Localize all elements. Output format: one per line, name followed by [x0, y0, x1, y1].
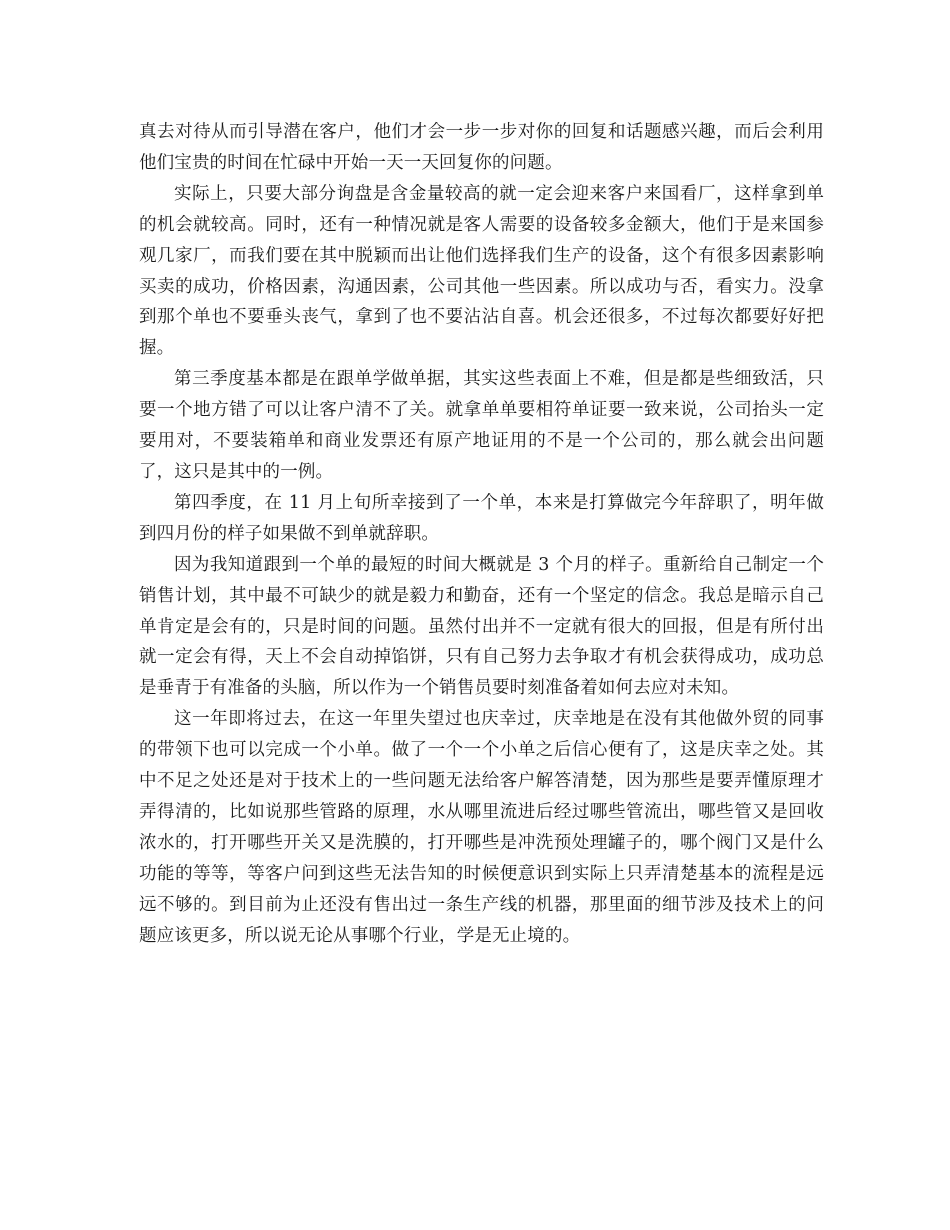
paragraph-1: 真去对待从而引导潜在客户，他们才会一步一步对你的回复和话题感兴趣，而后会利用他们宝贵的时间在忙碌中开始一天一天回复你的问题。 [139, 122, 824, 173]
document-body [139, 117, 824, 951]
paragraph-5: 因为我知道跟到一个单的最短的时间大概就是 3 个月的样子。重新给自己制定一个销售计划，其中最不可缺少的就是毅力和勤奋，还有一个坚定的信念。我总是暗示自己单肯定是会有的，只是时间的问题。虽然付出并不一定就有很大的回报，但是有所付出就一定会有得，天上不会自动掉馅饼，只有自己努力去争取才有机会获得成功，成功总是垂青于有准备的头脑，所以作为一个销售员要时刻准备着如何去应对未知。 [139, 554, 824, 699]
paragraph-2: 实际上，只要大部分询盘是含金量较高的就一定会迎来客户来国看厂，这样拿到单的机会就较高。同时，还有一种情况就是客人需要的设备较多金额大，他们于是来国参观几家厂，而我们要在其中脱颖而出让他们选择我们生产的设备，这个有很多因素影响买卖的成功，价格因素，沟通因素，公司其他一些因素。所以成功与否，看实力。没拿到那个单也不要垂头丧气，拿到了也不要沾沾自喜。机会还很多，不过每次都要好好把握。 [139, 183, 824, 359]
paragraph-6: 这一年即将过去，在这一年里失望过也庆幸过，庆幸地是在没有其他做外贸的同事的带领下也可以完成一个小单。做了一个一个小单之后信心便有了，这是庆幸之处。其中不足之处还是对于技术上的一些问题无法给客户解答清楚，因为那些是要弄懂原理才弄得清的，比如说那些管路的原理，水从哪里流进后经过哪些管流出，哪些管又是回收浓水的，打开哪些开关又是洗膜的，打开哪些是冲洗预处理罐子的，哪个阀门又是什么功能的等等，等客户问到这些无法告知的时候便意识到实际上只弄清楚基本的流程是远远不够的。到目前为止还没有售出过一条生产线的机器，那里面的细节涉及技术上的问题应该更多，所以说无论从事哪个行业，学是无止境的。 [139, 709, 824, 946]
paragraph-4: 第四季度，在 11 月上旬所幸接到了一个单，本来是打算做完今年辞职了，明年做到四月份的样子如果做不到单就辞职。 [139, 492, 824, 544]
paragraph-3: 第三季度基本都是在跟单学做单据，其实这些表面上不难，但是都是些细致活，只要一个地方错了可以让客户清不了关。就拿单单要相符单证要一致来说，公司抬头一定要用对，不要装箱单和商业发票还有原产地证用的不是一个公司的，那么就会出问题了，这只是其中的一例。 [139, 369, 824, 482]
